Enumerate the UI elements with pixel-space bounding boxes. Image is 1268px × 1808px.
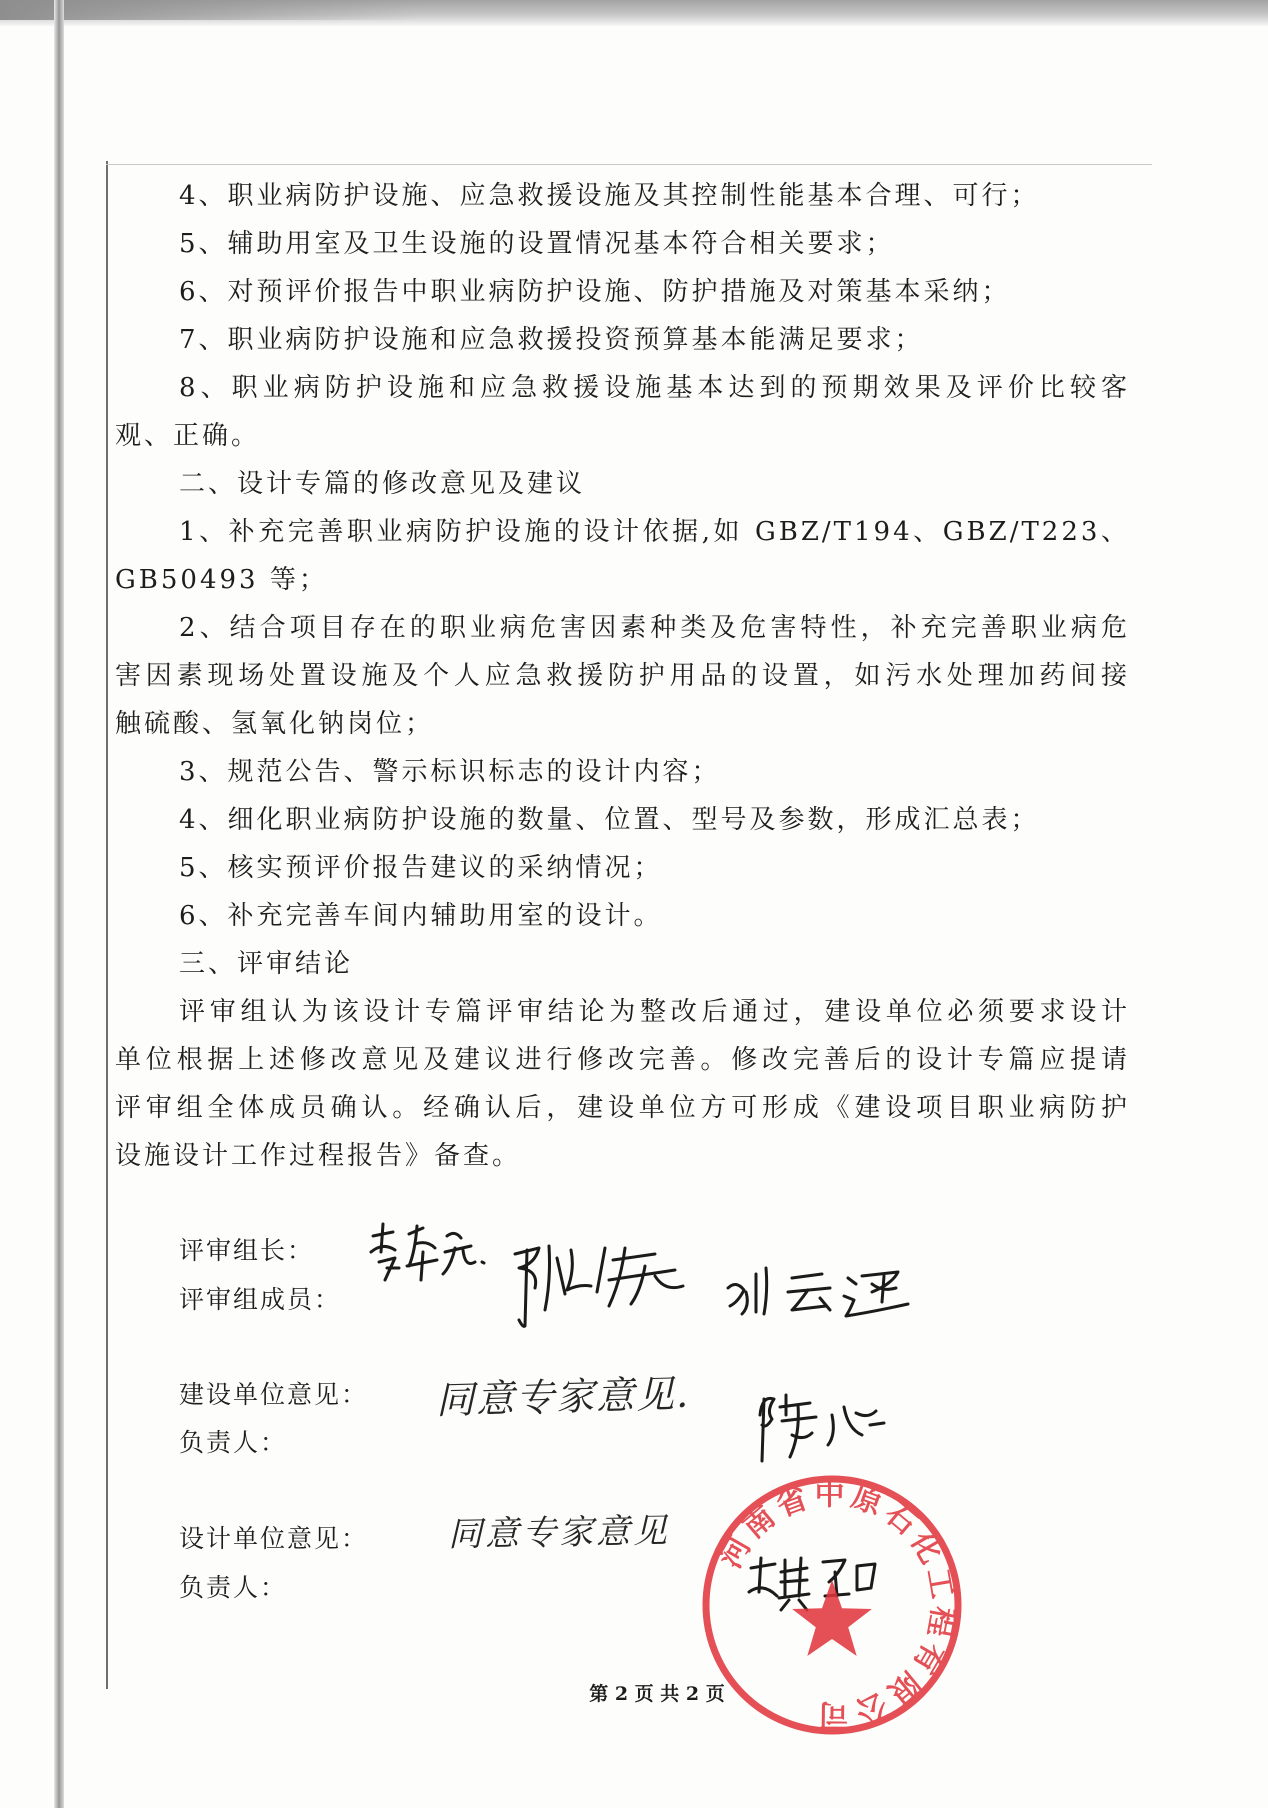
page-number: 第 2 页 共 2 页 [589, 1683, 725, 1705]
label-design-opinion: 设计单位意见： [179, 1524, 369, 1553]
review-item-8-line-2: 观、正确。 [115, 421, 261, 451]
review-item-6: 6、对预评价报告中职业病防护设施、防护措施及对策基本采纳； [179, 277, 1011, 307]
construction-opinion-handwritten: 同意专家意见. [435, 1371, 691, 1423]
label-review-chief: 评审组长： [179, 1236, 315, 1265]
page-frame-top-rule [106, 164, 1152, 165]
seal-text-path: 河南省中原石化工程有限公司 [713, 1477, 961, 1732]
section-two-heading: 二、设计专篇的修改意见及建议 [179, 469, 586, 499]
seal-star-icon [792, 1580, 872, 1656]
signature-review-chief [365, 1222, 490, 1284]
suggestion-4: 4、细化职业病防护设施的数量、位置、型号及参数，形成汇总表； [179, 805, 1040, 835]
suggestion-3: 3、规范公告、警示标识标志的设计内容； [179, 757, 721, 787]
suggestion-2-line-3: 触硫酸、氢氧化钠岗位； [115, 709, 435, 739]
label-construction-responsible: 负责人： [179, 1428, 288, 1457]
review-item-4: 4、职业病防护设施、应急救援设施及其控制性能基本合理、可行； [179, 181, 1040, 211]
review-item-5: 5、辅助用室及卫生设施的设置情况基本符合相关要求； [179, 229, 895, 259]
signature-construction-responsible [752, 1385, 892, 1467]
label-design-responsible: 负责人： [179, 1573, 288, 1602]
conclusion-line-3: 评审组全体成员确认。经确认后，建设单位方可形成《建设项目职业病防护 [115, 1093, 1130, 1123]
suggestion-6: 6、补充完善车间内辅助用室的设计。 [179, 901, 663, 931]
suggestion-2-line-1: 2、结合项目存在的职业病危害因素种类及危害特性，补充完善职业病危 [179, 613, 1130, 643]
label-review-members: 评审组成员： [179, 1285, 342, 1314]
suggestion-5: 5、核实预评价报告建议的采纳情况； [179, 853, 663, 883]
review-item-7: 7、职业病防护设施和应急救援投资预算基本能满足要求； [179, 325, 924, 355]
page-frame-left-rule [106, 161, 108, 1689]
scan-binding-shadow [54, 0, 64, 1808]
label-construction-opinion: 建设单位意见： [179, 1380, 369, 1409]
section-three-heading: 三、评审结论 [179, 949, 354, 979]
design-opinion-handwritten: 同意专家意见 [447, 1511, 671, 1555]
signature-review-member-2 [722, 1262, 917, 1320]
suggestion-1-line-1: 1、补充完善职业病防护设施的设计依据,如 GBZ/T194、GBZ/T223、 [179, 517, 1130, 547]
conclusion-line-4: 设施设计工作过程报告》备查。 [115, 1141, 522, 1171]
suggestion-2-line-2: 害因素现场处置设施及个人应急救援防护用品的设置，如污水处理加药间接 [115, 661, 1130, 691]
signature-review-member-1 [505, 1240, 695, 1330]
suggestion-1-line-2: GB50493 等； [115, 565, 328, 595]
conclusion-line-1: 评审组认为该设计专篇评审结论为整改后通过，建设单位必须要求设计 [179, 997, 1130, 1027]
conclusion-line-2: 单位根据上述修改意见及建议进行修改完善。修改完善后的设计专篇应提请 [115, 1045, 1130, 1075]
review-item-8-line-1: 8、职业病防护设施和应急救援设施基本达到的预期效果及评价比较客 [179, 373, 1130, 403]
